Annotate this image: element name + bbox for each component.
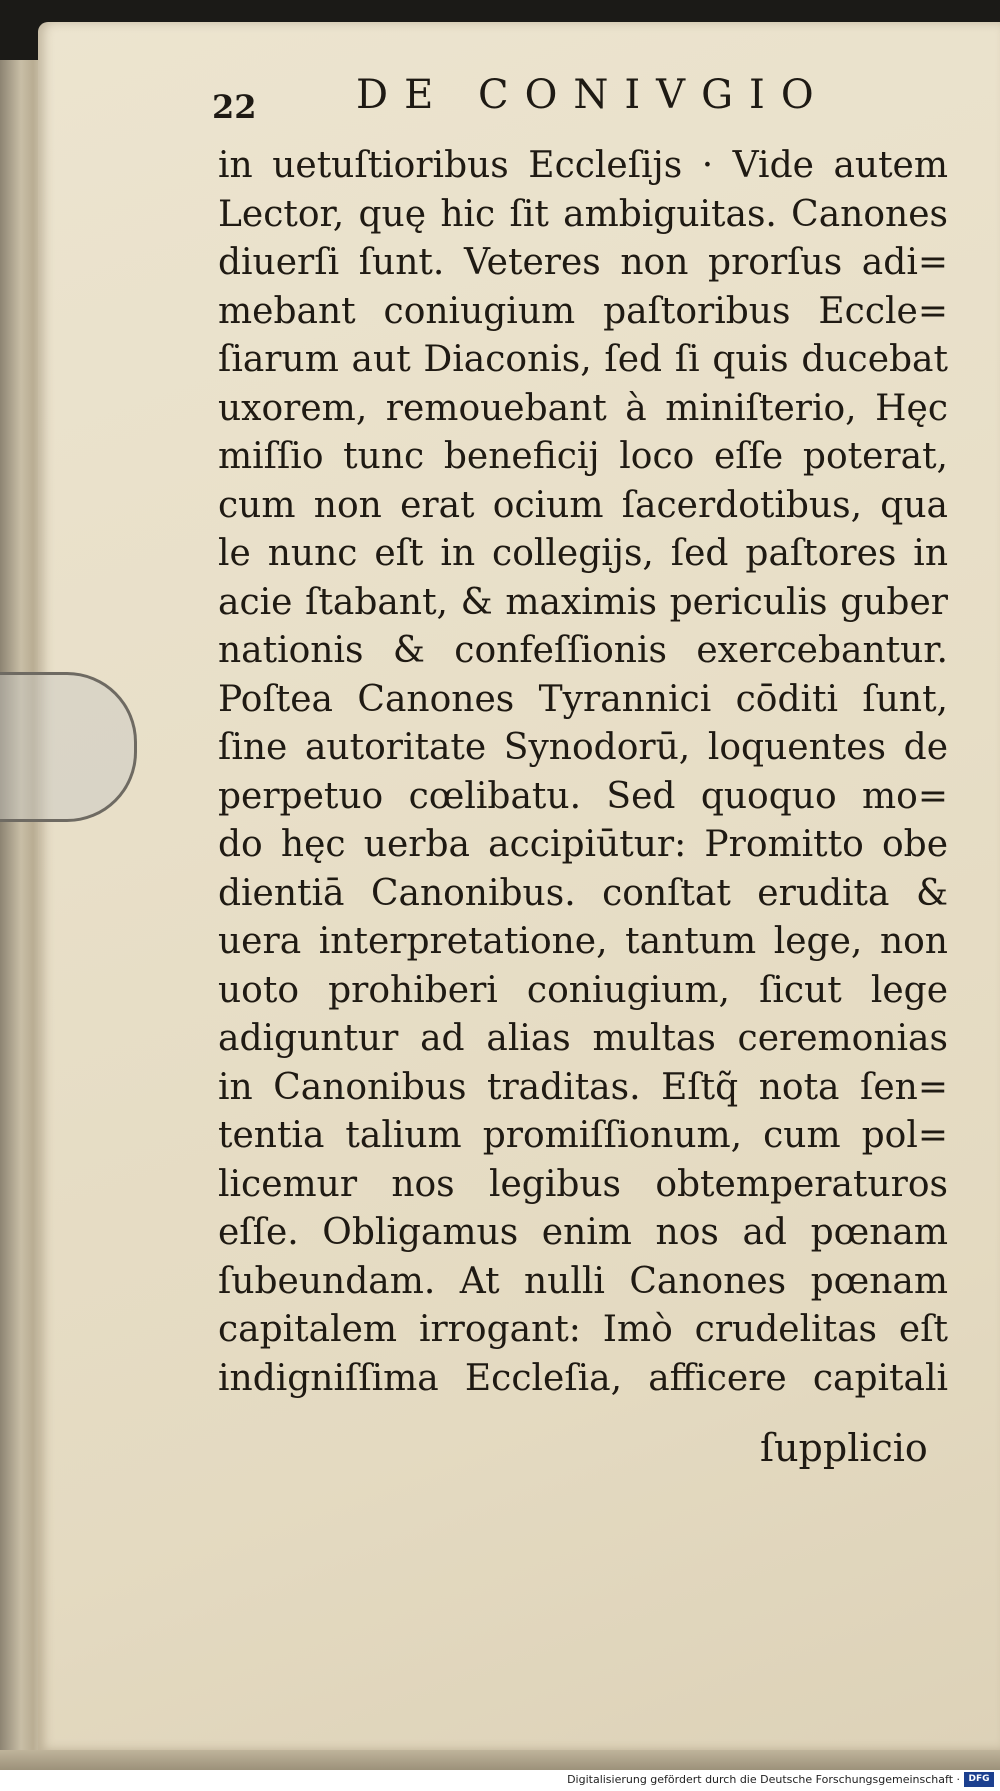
text-line: do hęc uerba accipiūtur: Promitto obe	[218, 824, 948, 865]
text-line: Lector, quę hic ſit ambiguitas. Canones	[218, 193, 948, 235]
text-line: le nunc eſt in collegijs, ſed paſtores in	[218, 533, 948, 574]
body-text	[218, 142, 948, 1403]
page-clip	[0, 672, 137, 822]
page-bottom-edge	[0, 1750, 1000, 1770]
dfg-logo: DFG	[964, 1772, 994, 1787]
text-line: cum non erat ocium ſacerdotibus, qua	[218, 484, 948, 526]
text-line: licemur nos legibus obtemperaturos	[218, 1163, 948, 1205]
text-line: tentia talium promiſſionum, cum pol=	[218, 1115, 948, 1156]
text-line: perpetuo cœlibatu. Sed quoquo mo=	[218, 775, 948, 817]
text-line: uxorem, remouebant à miniſterio, Hęc	[218, 387, 948, 429]
footer-bar	[0, 1770, 1000, 1791]
text-line: eſſe. Obligamus enim nos ad pœnam	[218, 1212, 948, 1253]
text-line: Poſtea Canones Tyrannici cōditi ſunt,	[218, 678, 948, 720]
text-line: in uetuſtioribus Eccleſijs · Vide autem	[218, 145, 948, 186]
text-line: mebant coniugium paſtoribus Eccle=	[218, 290, 948, 332]
text-line: uera interpretatione, tantum lege, non	[218, 921, 948, 962]
text-line: adiguntur ad alias multas ceremonias	[218, 1018, 948, 1059]
text-line: miſſio tunc beneficij loco eſſe poterat,	[218, 436, 948, 477]
text-line: ſine autoritate Synodorū, loquentes de	[218, 727, 948, 768]
text-line: indigniſſima Eccleſia, afficere capitali	[218, 1357, 948, 1399]
text-line: uoto prohiberi coniugium, ſicut lege	[218, 969, 948, 1011]
text-line: ſiarum aut Diaconis, ſed ſi quis ducebat	[218, 339, 948, 380]
text-line: diuerſi ſunt. Veteres non prorſus adi=	[218, 242, 948, 283]
text-line: dientiā Canonibus. conſtat erudita &	[218, 872, 948, 914]
page-header-title: DE CONIVGIO	[356, 72, 830, 118]
text-line: nationis & confeſſionis exercebantur.	[218, 630, 948, 671]
footer-credit: Digitalisierung gefördert durch die Deutsche Forschungsgemeinschaft ·	[567, 1773, 960, 1786]
text-line: capitalem irrogant: Imò crudelitas eſt	[218, 1309, 948, 1350]
text-line: ſubeundam. At nulli Canones pœnam	[218, 1260, 948, 1302]
page-number: 22	[212, 88, 257, 126]
catchword: ſupplicio	[760, 1426, 928, 1470]
text-line: acie ſtabant, & maximis periculis guber	[218, 581, 948, 623]
text-line: in Canonibus traditas. Eſtq̃ nota ſen=	[218, 1066, 948, 1108]
running-head	[212, 72, 912, 132]
